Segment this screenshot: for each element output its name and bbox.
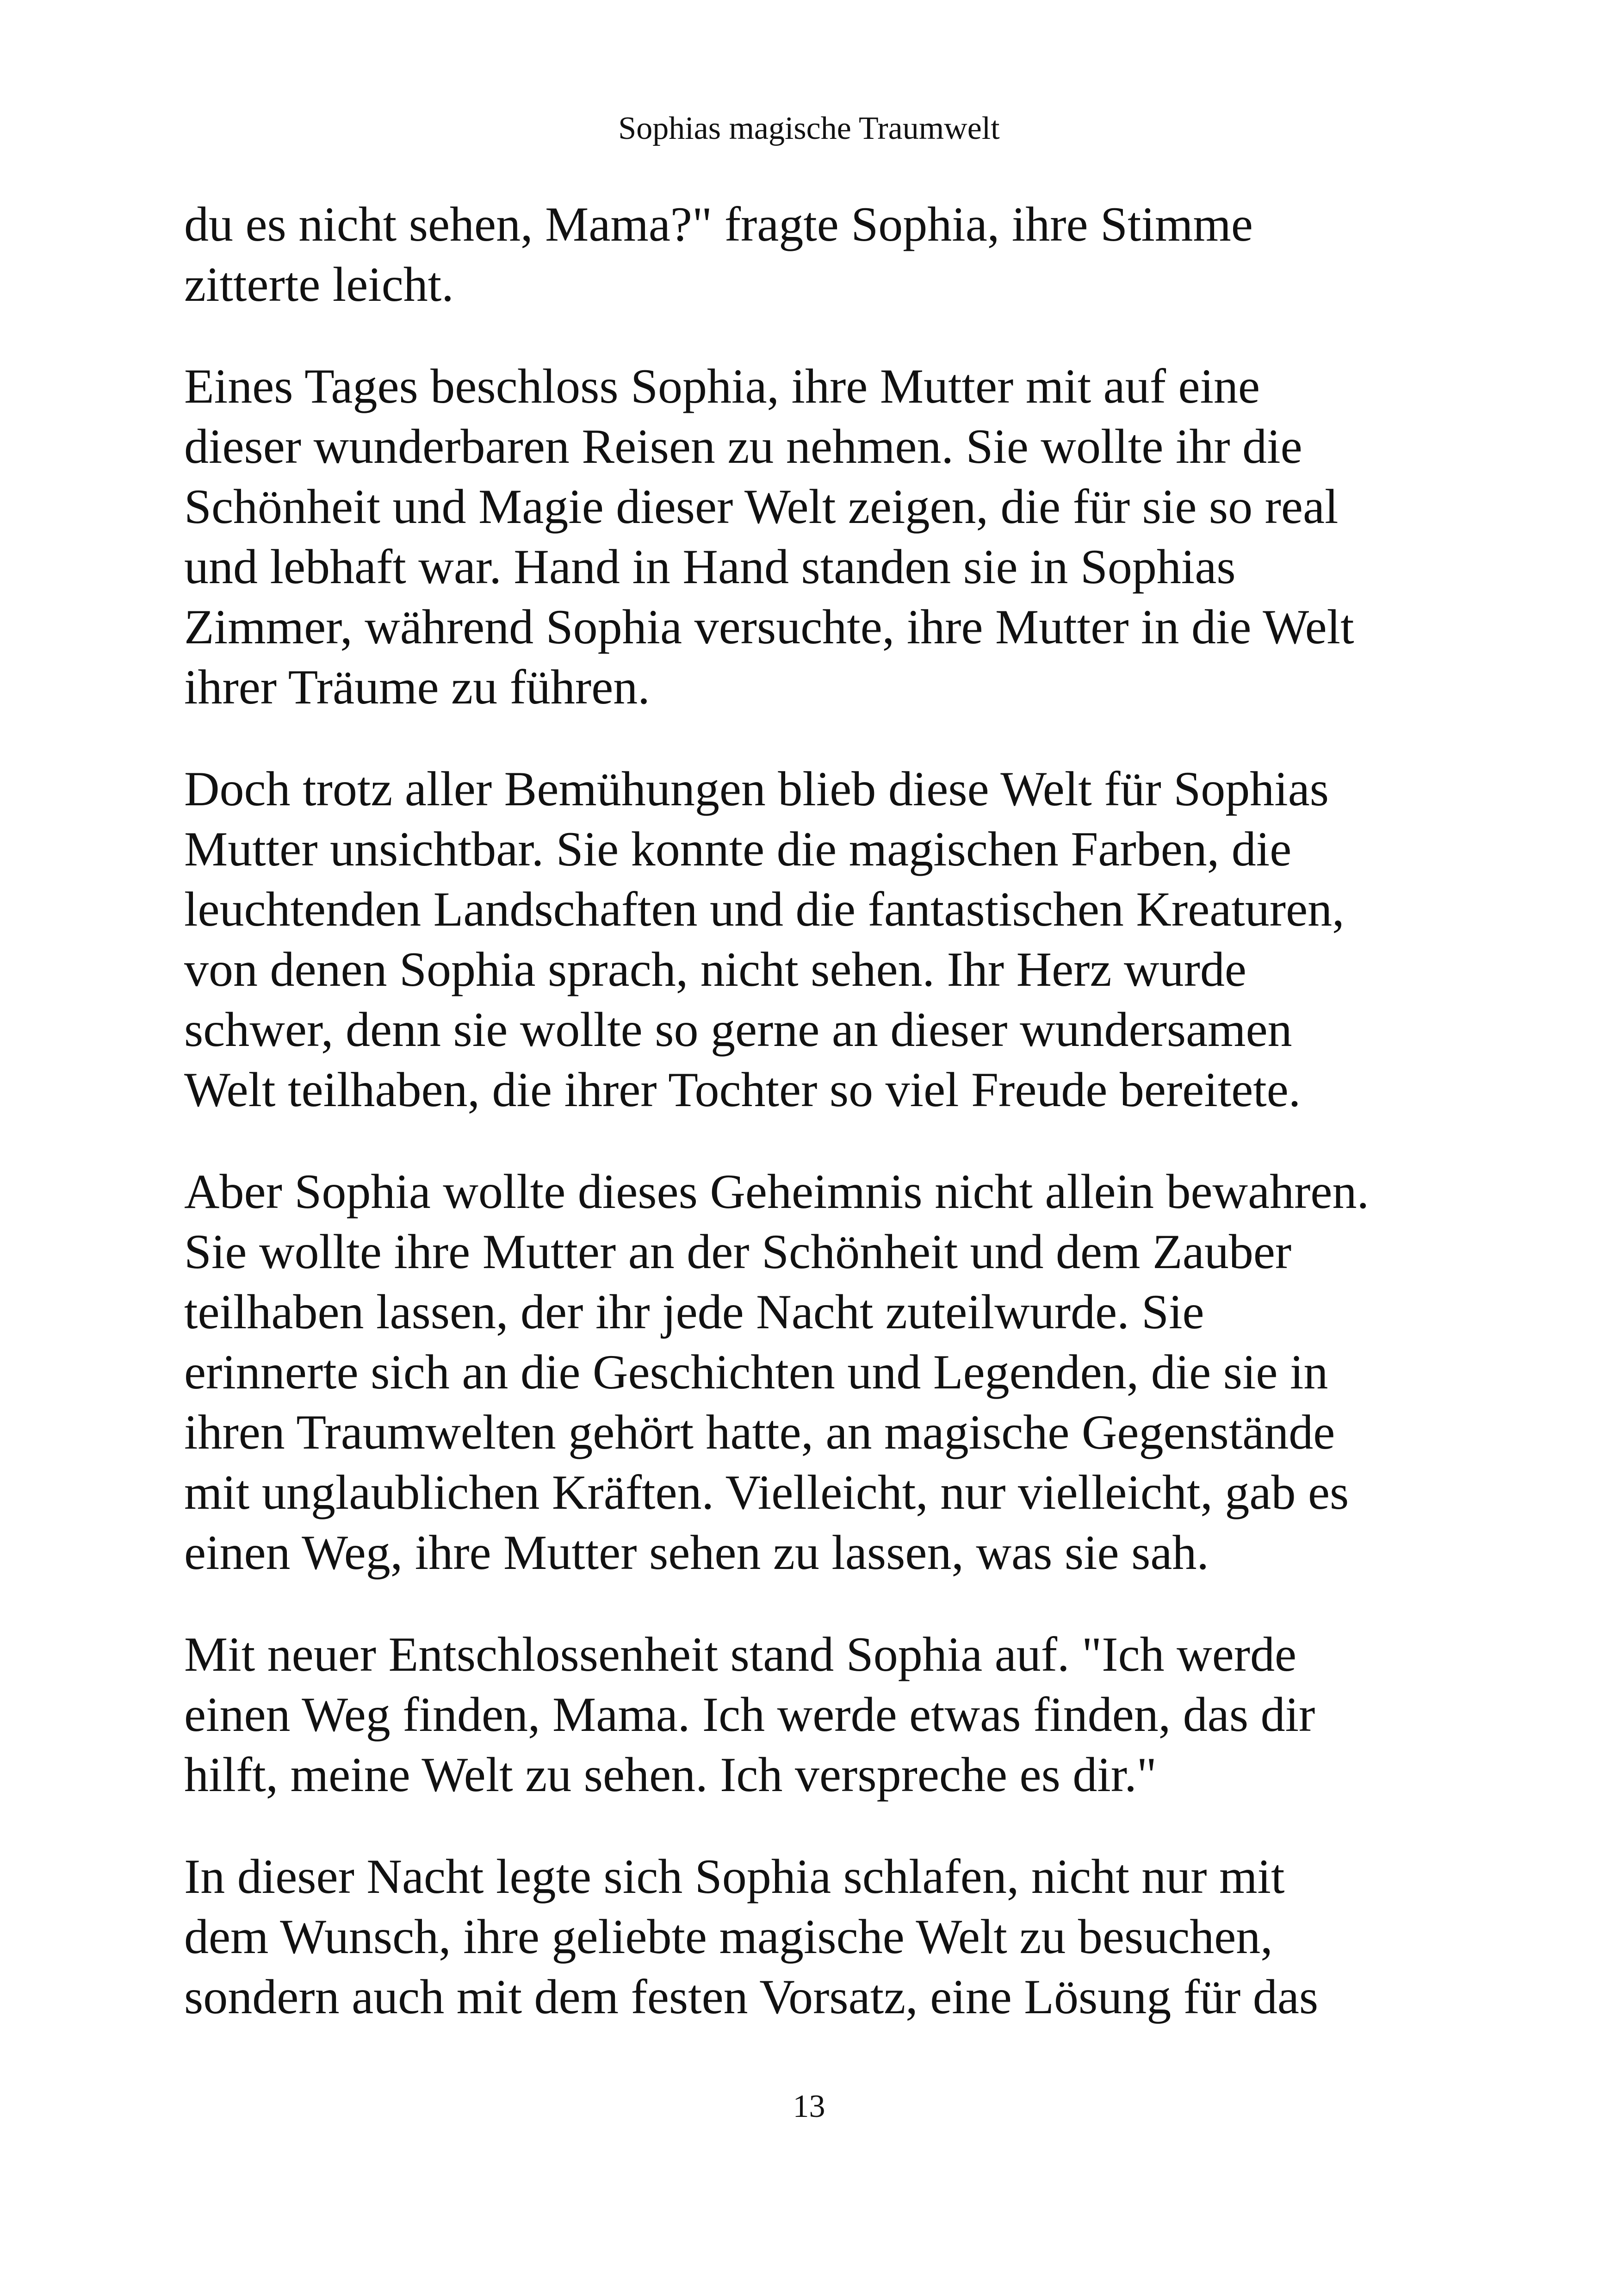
text-line: einen Weg, ihre Mutter sehen zu lassen, was sie sah.	[184, 1525, 1209, 1580]
paragraph	[184, 1847, 1443, 2027]
text-line: Mit neuer Entschlossenheit stand Sophia auf. "Ich werde	[184, 1627, 1297, 1681]
paragraph	[184, 1624, 1443, 1805]
text-line: mit unglaublichen Kräften. Vielleicht, nur vielleicht, gab es	[184, 1465, 1349, 1519]
text-line: In dieser Nacht legte sich Sophia schlafen, nicht nur mit	[184, 1849, 1285, 1904]
text-line: hilft, meine Welt zu sehen. Ich verspreche es dir."	[184, 1748, 1157, 1802]
text-line: Eines Tages beschloss Sophia, ihre Mutter mit auf eine	[184, 359, 1260, 413]
paragraph	[184, 759, 1443, 1120]
text-line: Welt teilhaben, die ihrer Tochter so viel Freude bereitete.	[184, 1063, 1301, 1117]
text-line: Doch trotz aller Bemühungen blieb diese Welt für Sophias	[184, 762, 1329, 816]
paragraph	[184, 194, 1443, 315]
text-line: von denen Sophia sprach, nicht sehen. Ihr Herz wurde	[184, 942, 1246, 996]
paragraph	[184, 1162, 1443, 1583]
text-line: leuchtenden Landschaften und die fantastischen Kreaturen,	[184, 882, 1345, 936]
text-line: Sie wollte ihre Mutter an der Schönheit und dem Zauber	[184, 1225, 1292, 1279]
text-line: schwer, denn sie wollte so gerne an dieser wundersamen	[184, 1002, 1292, 1057]
text-line: und lebhaft war. Hand in Hand standen sie in Sophias	[184, 540, 1236, 594]
text-line: einen Weg finden, Mama. Ich werde etwas finden, das dir	[184, 1687, 1315, 1742]
page-number: 13	[793, 2089, 825, 2124]
text-line: Zimmer, während Sophia versuchte, ihre Mutter in die Welt	[184, 600, 1354, 654]
text-line: dem Wunsch, ihre geliebte magische Welt zu besuchen,	[184, 1910, 1273, 1964]
text-line: Schönheit und Magie dieser Welt zeigen, die für sie so real	[184, 479, 1339, 534]
text-line: ihrer Träume zu führen.	[184, 660, 650, 714]
text-line: ihren Traumwelten gehört hatte, an magische Gegenstände	[184, 1405, 1335, 1459]
paragraph	[184, 356, 1443, 717]
text-line: Aber Sophia wollte dieses Geheimnis nicht allein bewahren.	[184, 1164, 1369, 1219]
text-line: du es nicht sehen, Mama?" fragte Sophia, ihre Stimme	[184, 197, 1253, 251]
text-line: Mutter unsichtbar. Sie konnte die magischen Farben, die	[184, 822, 1292, 876]
text-line: sondern auch mit dem festen Vorsatz, eine Lösung für das	[184, 1970, 1319, 2024]
text-line: erinnerte sich an die Geschichten und Legenden, die sie in	[184, 1345, 1328, 1399]
text-line: dieser wunderbaren Reisen zu nehmen. Sie wollte ihr die	[184, 419, 1302, 473]
running-header: Sophias magische Traumwelt	[618, 111, 1000, 146]
text-line: teilhaben lassen, der ihr jede Nacht zuteilwurde. Sie	[184, 1285, 1204, 1339]
text-line: zitterte leicht.	[184, 257, 454, 311]
body-text	[184, 194, 1443, 2069]
